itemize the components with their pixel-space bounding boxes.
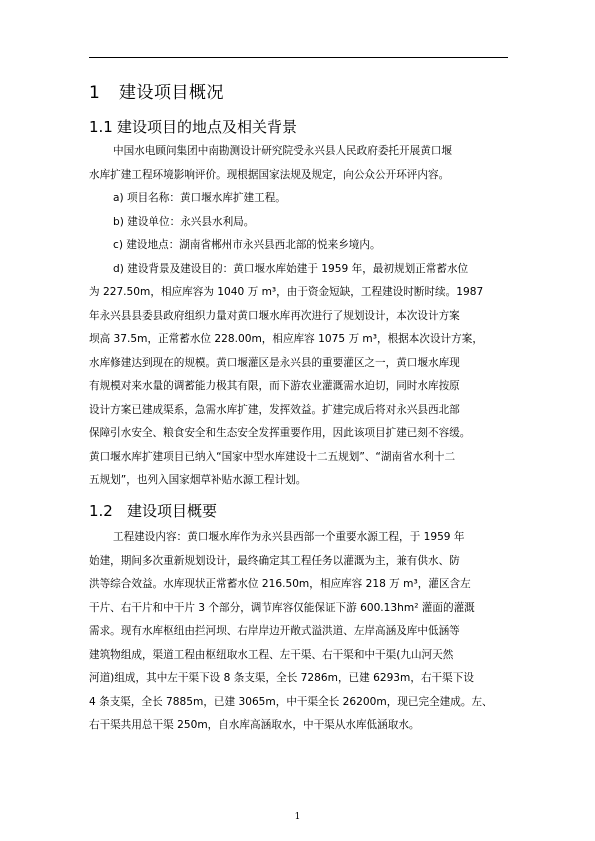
paragraph-line: 水库扩建工程环境影响评价。现根据国家法规及规定，向公众公开环评内容。 (89, 168, 450, 181)
heading-1-1-title: 建设项目的地点及相关背景 (117, 118, 298, 136)
heading-1-2 (89, 500, 217, 521)
paragraph-line: 建筑物组成，渠道工程由枢纽取水工程、左干渠、右干渠和中干渠(九山河天然 (89, 648, 454, 661)
paragraph-line: 工程建设内容：黄口堰水库作为永兴县西部一个重要水源工程，于 1959 年 (113, 531, 465, 543)
list-item: c) 建设地点：湖南省郴州市永兴县西北部的悦来乡境内。 (113, 239, 381, 251)
page-number: 1 (294, 812, 301, 822)
heading-1-1 (89, 116, 297, 137)
list-item: d) 建设背景及建设目的：黄口堰水库始建于 1959 年，最初规划正常蓄水位 (113, 262, 469, 275)
paragraph-line: 黄口堰水库扩建项目已纳入“国家中型水库建设十二五规划”、“湖南省水利十二 (89, 450, 456, 463)
paragraph-line: 设计方案已建成渠系，急需水库扩建，发挥效益。扩建完成后将对永兴县西北部 (89, 403, 460, 416)
header-rule (89, 57, 508, 58)
paragraph-line: 有规模对来水量的调蓄能力极其有限，而下游农业灌溉需水迫切，同时水库按原 (89, 380, 460, 392)
heading-1-number: 1 (89, 83, 101, 103)
paragraph-line: 需求。现有水库枢纽由拦河坝、右岸岸边开敞式溢洪道、左岸高涵及库中低涵等 (89, 625, 460, 637)
paragraph-line: 干片、右干片和中干片 3 个部分，调节库容仅能保证下游 600.13hm² 灌面的灌溉 (89, 601, 475, 614)
paragraph-line: 河道)组成，其中左干渠下设 8 条支渠，全长 7286m，已建 6293m，右干渠下设 (89, 672, 474, 684)
paragraph-line: 右干渠共用总干渠 250m，自水库高涵取水，中干渠从水库低涵取水。 (89, 719, 420, 731)
paragraph-line: 保障引水安全、粮食安全和生态安全发挥重要作用，因此该项目扩建已刻不容缓。 (89, 427, 471, 439)
heading-1 (89, 78, 224, 103)
heading-1-1-number: 1.1 (89, 118, 113, 136)
list-item: a) 项目名称：黄口堰水库扩建工程。 (113, 192, 286, 204)
paragraph-line: 4 条支渠，全长 7885m，已建 3065m，中干渠全长 26200m，现已完全建成。左、 (89, 695, 493, 708)
paragraph-line: 中国水电顾问集团中南勘测设计研究院受永兴县人民政府委托开展黄口堰 (113, 145, 452, 157)
paragraph-line: 为 227.50m，相应库容为 1040 万 m³，由于资金短缺，工程建设时断时续。1987 (89, 286, 484, 298)
paragraph-line: 五规划”，也列入国家烟草补贴水源工程计划。 (89, 474, 307, 486)
paragraph-line: 洪等综合效益。水库现状正常蓄水位 216.50m，相应库容 218 万 m³，灌区含左 (89, 578, 471, 590)
paragraph-line: 始建，期间多次重新规划设计，最终确定其工程任务以灌溉为主，兼有供水、防 (89, 554, 460, 567)
section-1-2-body (89, 526, 509, 738)
list-item: b) 建设单位：永兴县水利局。 (113, 215, 255, 228)
paragraph-line: 年永兴县县委县政府组织力量对黄口堰水库再次进行了规划设计，本次设计方案 (89, 309, 460, 322)
paragraph-line: 水库修建达到现在的规模。黄口堰灌区是永兴县的重要灌区之一，黄口堰水库现 (89, 356, 460, 369)
heading-1-2-title: 建设项目概要 (127, 502, 218, 520)
section-1-1-body (89, 140, 509, 493)
paragraph-line: 坝高 37.5m，正常蓄水位 228.00m，相应库容 1075 万 m³，根据本次设计方案， (89, 333, 483, 345)
heading-1-title: 建设项目概况 (119, 83, 224, 103)
heading-1-2-number: 1.2 (89, 502, 113, 520)
